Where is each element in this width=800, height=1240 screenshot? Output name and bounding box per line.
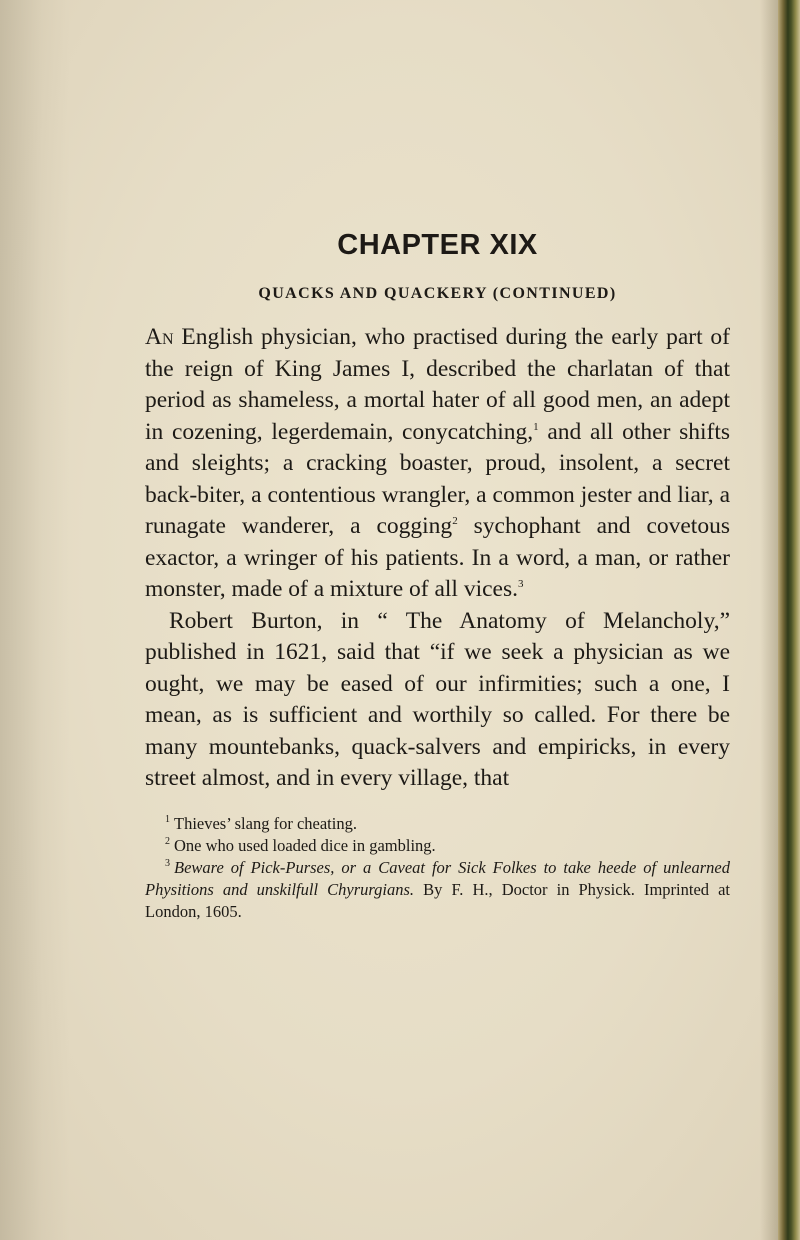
footnote-mark: 2 (165, 836, 170, 847)
chapter-title: CHAPTER XIX (337, 229, 538, 261)
gutter-shadow (0, 0, 70, 1240)
footnote-1 (145, 813, 730, 835)
footnote-text: One who used loaded dice in gambling. (174, 835, 436, 855)
book-edge (778, 0, 800, 1240)
footnote-ref-2: 2 (452, 515, 458, 528)
lead-word: An (145, 324, 174, 350)
footnote-mark: 1 (165, 814, 170, 825)
footnote-text: By F. H., Doctor in Physick. Imprinted at London, 1605. (145, 879, 730, 921)
footnote-2 (145, 835, 730, 857)
footnote-ref-1: 1 (533, 420, 539, 433)
chapter-subtitle: QUACKS AND QUACKERY (CONTINUED) (258, 285, 617, 302)
body-text (145, 322, 730, 795)
footnote-ref-3: 3 (517, 578, 524, 591)
paragraph-2: Robert Burton, in “ The Anatomy of Melancholy,” published in 1621, said that “if we seek a physician as we ought, we may be eased of our infirmities; such a one, I mean, as is sufficient and worthily so called. For there be many mountebanks, quack-salvers and empiricks, in every street almost, and in every village, that (145, 607, 730, 791)
footnote-3 (145, 857, 730, 923)
paragraph-1 (145, 322, 730, 606)
page-edge-shade (760, 0, 778, 1240)
paragraph-1-part-a: English physician, who practised during the early part of the reign of King James I, described the charlatan of that period as shameless, a mortal hater of all good men, an adept in cozening, legerdemain, conycatching, (145, 324, 730, 445)
footnote-text: Thieves’ slang for cheating. (174, 813, 357, 833)
paragraph-1-part-c: sychophant and covetous exactor, a wringer of his patients. In a word, a man, or rather monster, made of a mixture of all vices. (145, 513, 730, 602)
paragraph-1-part-b: and all other shifts and sleights; a cracking boaster, proud, insolent, a secret back-biter, a contentious wrangler, a common jester and liar, a runagate wanderer, a cogging (145, 418, 730, 539)
page-content (145, 228, 730, 923)
footnote-book-title: Beware of Pick-Purses, or a Caveat for Sick Folkes to take heede of unlearned Physitions and unskilfull Chyrurgians. (145, 857, 730, 899)
footnotes (145, 813, 730, 923)
footnote-mark: 3 (165, 858, 170, 869)
